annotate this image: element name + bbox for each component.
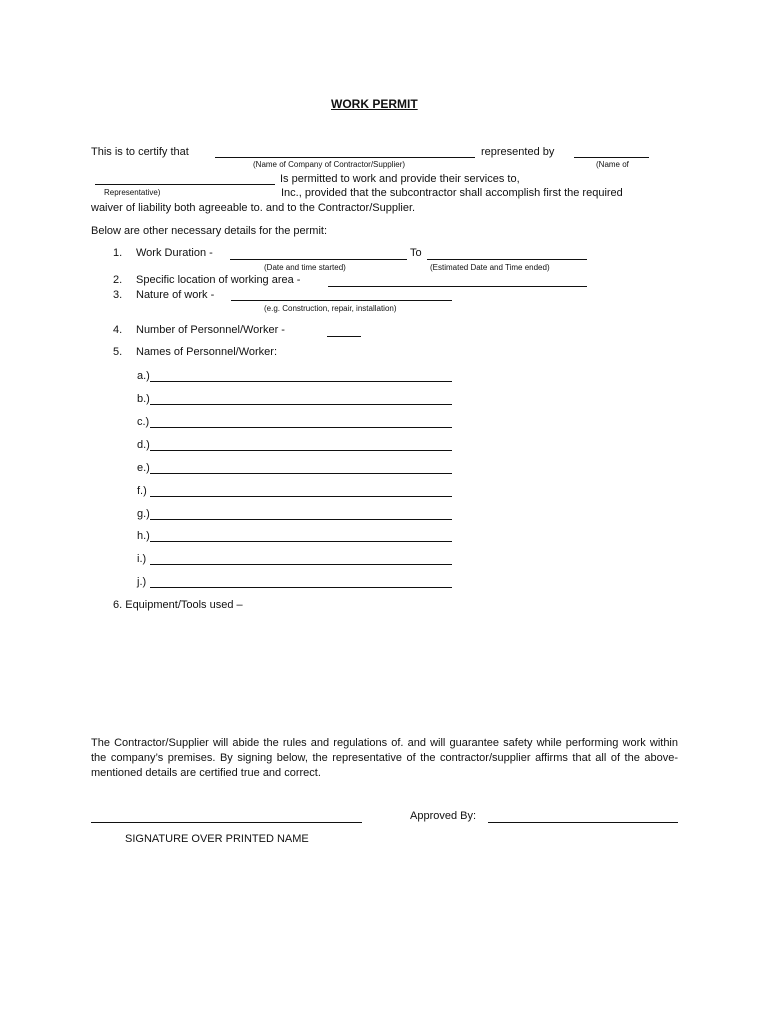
waiver-text: waiver of liability both agreeable to. and to the Contractor/Supplier. (91, 202, 416, 214)
nature-line[interactable] (231, 300, 452, 301)
item-number-3: 3. (113, 289, 123, 301)
representative-line[interactable] (95, 184, 275, 185)
name-letter: j.) (137, 576, 147, 588)
name-line[interactable] (150, 496, 452, 497)
name-line[interactable] (150, 404, 452, 405)
name-letter: i.) (137, 553, 147, 565)
personnel-names-label: Names of Personnel/Worker: (136, 346, 278, 358)
location-line[interactable] (328, 286, 587, 287)
certify-prefix: This is to certify that (91, 146, 189, 158)
approved-by-line[interactable] (488, 822, 678, 823)
inc-text: Inc., provided that the subcontractor shall accomplish first the required (281, 187, 623, 199)
representative-line-top[interactable] (574, 157, 649, 158)
name-line[interactable] (150, 427, 452, 428)
name-letter: d.) (137, 439, 150, 451)
name-line[interactable] (150, 541, 452, 542)
name-letter: b.) (137, 393, 150, 405)
personnel-count-label: Number of Personnel/Worker - (136, 324, 285, 336)
nature-label: Nature of work - (136, 289, 215, 301)
item-number-2: 2. (113, 274, 123, 286)
name-letter: f.) (137, 485, 147, 497)
name-letter: g.) (137, 508, 150, 520)
personnel-count-line[interactable] (327, 336, 361, 337)
statement-paragraph: The Contractor/Supplier will abide the rules and regulations of. and will guarantee safety while performing work within the company’s premises. By signing below, the representative of the contractor/supplier affirms that all of the above-mentioned details are certified true and correct. (91, 737, 678, 779)
location-label: Specific location of working area - (136, 274, 301, 286)
duration-start-caption: (Date and time started) (264, 263, 346, 272)
name-line[interactable] (150, 381, 452, 382)
duration-to-label: To (410, 247, 422, 259)
name-line[interactable] (150, 587, 452, 588)
nature-caption: (e.g. Construction, repair, installation) (264, 304, 397, 313)
company-caption: (Name of Company of Contractor/Supplier) (253, 160, 406, 169)
name-letter: h.) (137, 530, 150, 542)
name-of-caption: (Name of (596, 160, 629, 169)
item-number-5: 5. (113, 346, 123, 358)
name-letter: e.) (137, 462, 150, 474)
signature-line[interactable] (91, 822, 362, 823)
name-letter: c.) (137, 416, 150, 428)
document-title: WORK PERMIT (331, 97, 418, 111)
name-line[interactable] (150, 450, 452, 451)
name-letter: a.) (137, 370, 150, 382)
item-number-4: 4. (113, 324, 123, 336)
item-number-1: 1. (113, 247, 123, 259)
name-line[interactable] (150, 519, 452, 520)
work-duration-label: Work Duration - (136, 247, 213, 259)
signature-caption: SIGNATURE OVER PRINTED NAME (125, 833, 309, 845)
represented-by-label: represented by (481, 146, 555, 158)
duration-end-caption: (Estimated Date and Time ended) (430, 263, 550, 272)
permitted-text: Is permitted to work and provide their services to, (280, 173, 520, 185)
duration-start-line[interactable] (230, 259, 407, 260)
approved-by-label: Approved By: (410, 810, 477, 822)
duration-end-line[interactable] (427, 259, 587, 260)
company-name-line[interactable] (215, 157, 475, 158)
details-intro: Below are other necessary details for the permit: (91, 225, 328, 237)
name-line[interactable] (150, 473, 452, 474)
name-line[interactable] (150, 564, 452, 565)
equipment-label: 6. Equipment/Tools used – (113, 599, 243, 611)
representative-caption: Representative) (104, 188, 161, 197)
